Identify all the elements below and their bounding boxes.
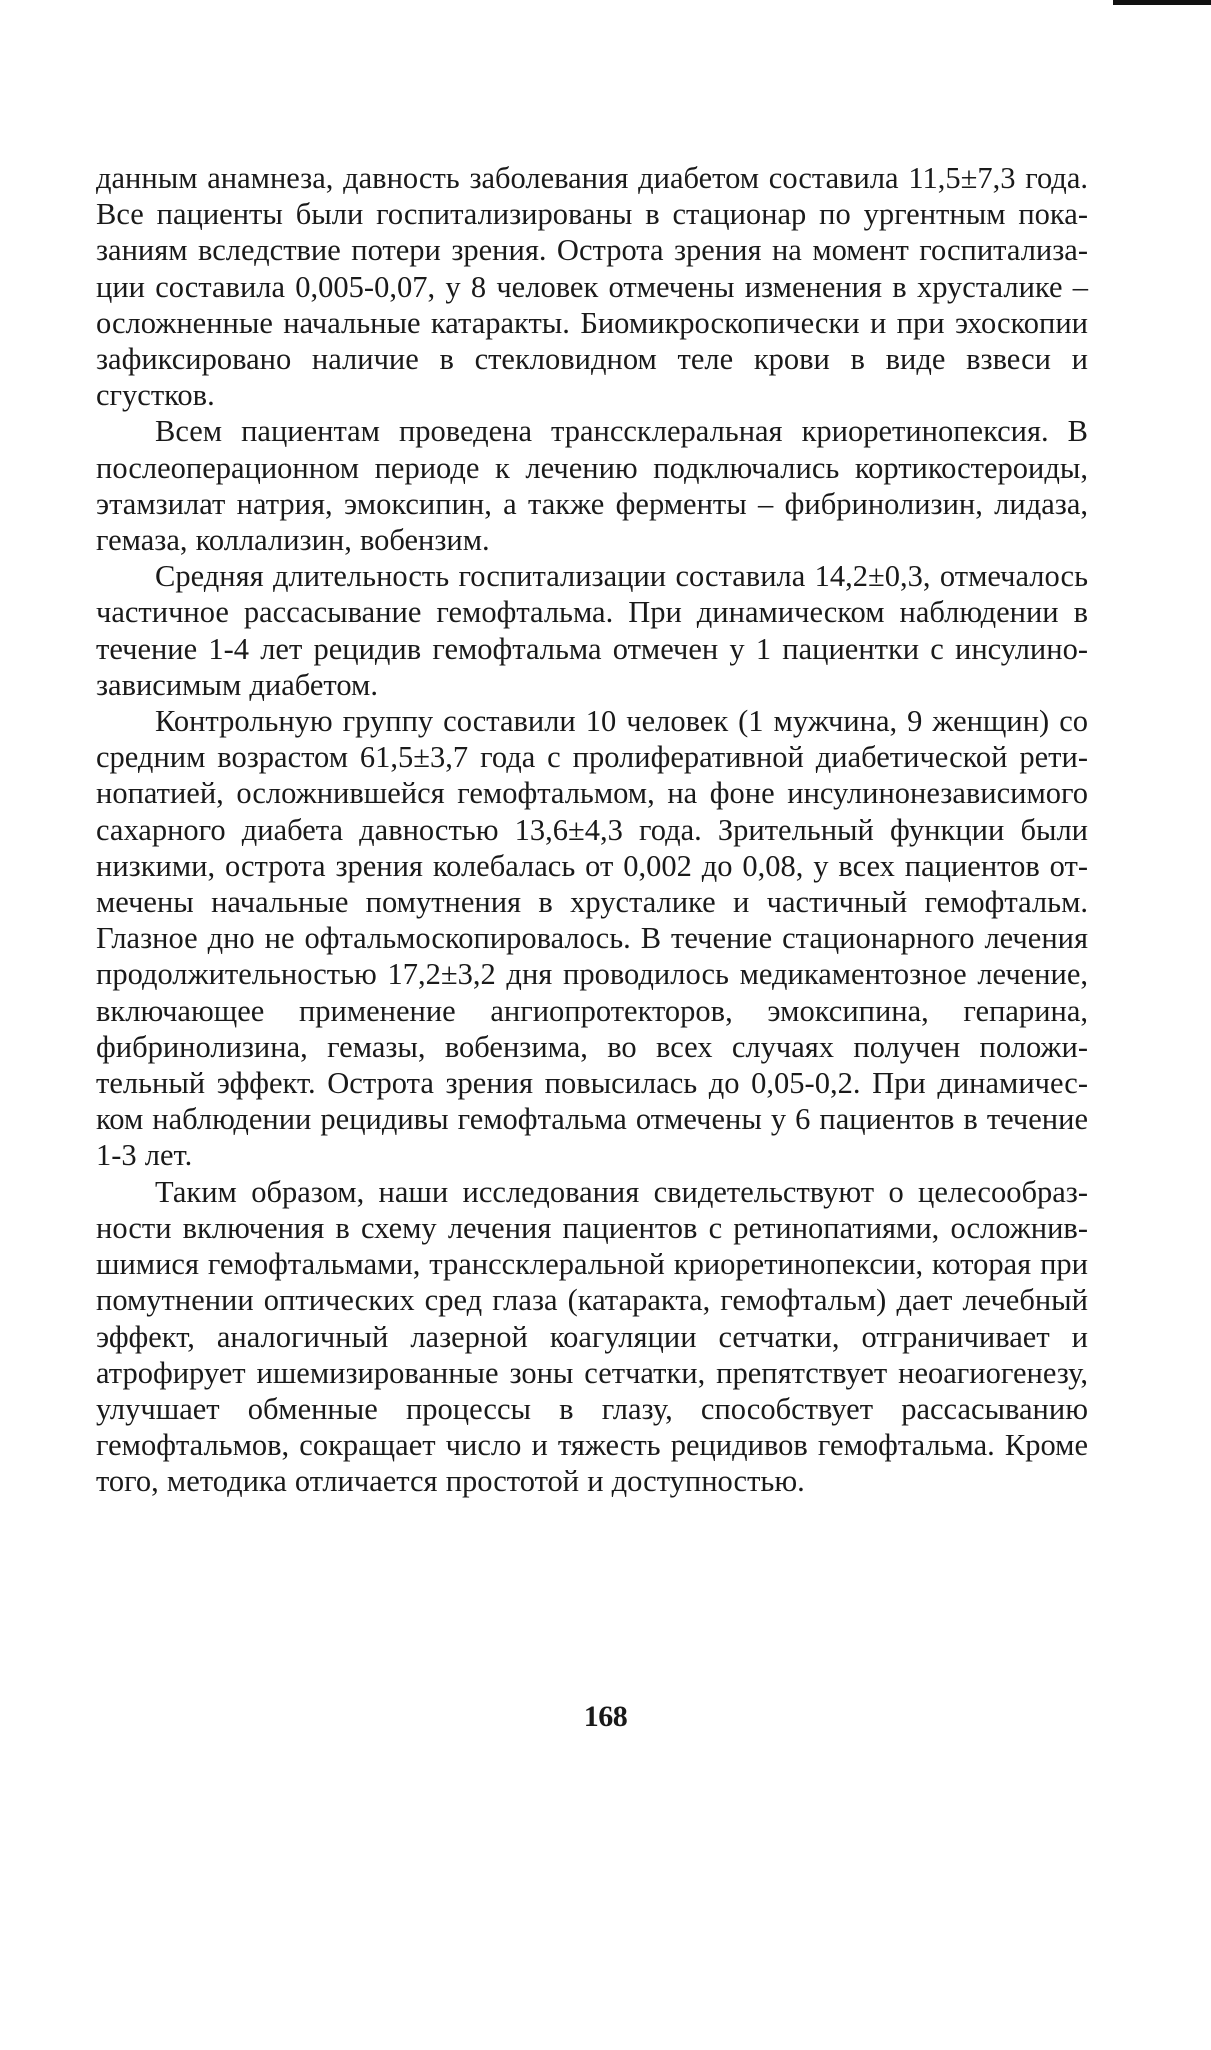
paragraph-control-group: Контрольную группу составили 10 человек (1 мужчина, 9 женщин) со средним возрастом 61,5±3,7 года с пролиферативной диабетической ретинопатией, осложнившейся гемофтальмом, на фоне инсулинонезависимого сахарного диабета давностью 13,6±4,3 года. Зрительный функции были низкими, острота зрения колебалась от 0,002 до 0,08, у всех пациентов отмечены начальные помутнения в хрусталике и частичный гемофтальм. Глазное дно не офтальмоскопировалось. В течение стационарного лечения продолжительностью 17,2±3,2 дня проводилось медикаментозное лечение, включающее применение ангиопротекторов, эмоксипина, гепарина, фибринолизина, гемазы, вобензима, во всех случаях получен положительный эффект. Острота зрения повысилась до 0,05-0,2. При динамическом наблюдении рецидивы гемофтальма отмечены у 6 пациентов в течение 1-3 лет. (96, 704, 1088, 1173)
scan-edge-mark (1113, 0, 1211, 5)
paragraph-hospitalization: Средняя длительность госпитализации составила 14,2±0,3, отмечалось частичное рассасывание гемофтальма. При динамическом наблюдении в течение 1-4 лет рецидив гемофтальма отмечен у 1 пациентки с инсулинозависимым диабетом. (96, 559, 1088, 702)
paragraph-conclusion: Таким образом, наши исследования свидетельствуют о целесообразности включения в схему лечения пациентов с ретинопатиями, осложнившимися гемофтальмами, транссклеральной криоретинопексии, которая при помутнении оптических сред глаза (катаракта, гемофтальм) дает лечебный эффект, аналогичный лазерной коагуляции сетчатки, отграничивает и атрофирует ишемизированные зоны сетчатки, препятствует неоагиогенезу, улучшает обменные процессы в глазу, способствует рассасыванию гемофтальмов, сокращает число и тяжесть рецидивов гемофтальма. Кроме того, методика отличается простотой и доступностью. (96, 1174, 1088, 1499)
paragraph-anamnesis: данным анамнеза, давность заболевания диабетом составила 11,5±7,3 года. Все пациенты были госпитализированы в стационар по ургентным показаниям вследствие потери зрения. Острота зрения на момент госпитализации составила 0,005-0,07, у 8 человек отмечены изменения в хрусталике – осложненные начальные катаракты. Биомикроскопически и при эхоскопии зафиксировано наличие в стекловидном теле крови в виде взвеси и сгустков. (96, 161, 1088, 413)
paragraph-cryoretinopexy: Всем пациентам проведена транссклеральная криоретинопексия. В послеоперационном периоде к лечению подключались кортикостероиды, этамзилат натрия, эмоксипин, а также ферменты – фибринолизин, лидаза, гемаза, коллализин, вобензим. (96, 414, 1088, 558)
page-number: 168 (583, 1700, 628, 1733)
body-text (96, 160, 1088, 1500)
